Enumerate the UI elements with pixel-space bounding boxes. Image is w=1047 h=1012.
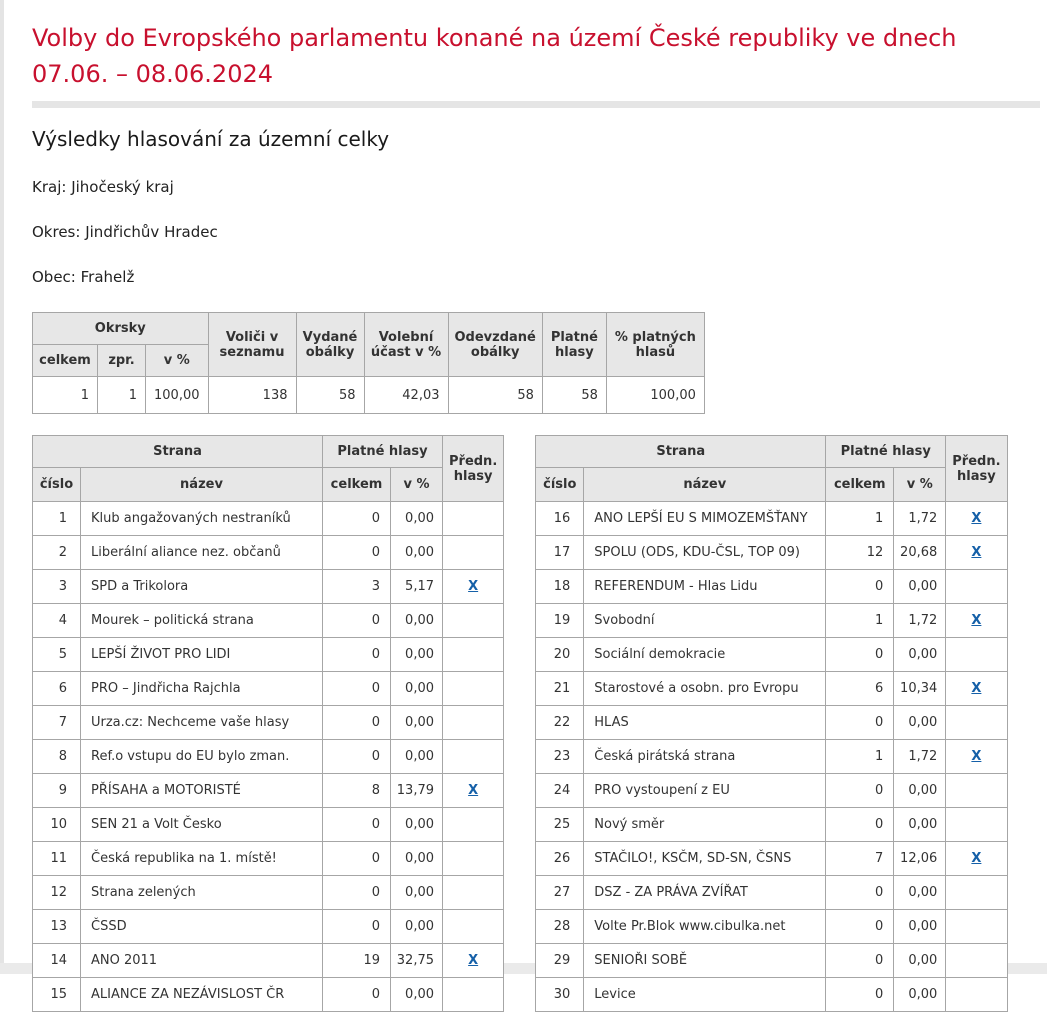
party-number-cell: 8 bbox=[33, 740, 81, 774]
party-row bbox=[33, 604, 504, 638]
party-number-cell: 7 bbox=[33, 706, 81, 740]
summary-header-row-1 bbox=[33, 313, 705, 345]
party-pref-votes-cell bbox=[946, 808, 1007, 842]
party-votes-percent-cell: 0,00 bbox=[391, 876, 443, 910]
party-votes-total-cell: 8 bbox=[323, 774, 391, 808]
party-table-right bbox=[535, 435, 1007, 1012]
party-number-cell: 13 bbox=[33, 910, 81, 944]
title-divider bbox=[32, 101, 1040, 108]
party-row bbox=[33, 570, 504, 604]
party-header-row-2 bbox=[33, 468, 504, 502]
kraj-label: Kraj: bbox=[32, 178, 67, 196]
party-votes-total-cell: 0 bbox=[323, 638, 391, 672]
party-number-cell: 25 bbox=[536, 808, 584, 842]
party-number-cell: 3 bbox=[33, 570, 81, 604]
region-line-kraj bbox=[32, 178, 1040, 196]
party-votes-total-cell: 0 bbox=[323, 740, 391, 774]
party-number-cell: 30 bbox=[536, 978, 584, 1012]
preferential-votes-link[interactable]: X bbox=[468, 579, 479, 594]
party-votes-total-cell: 6 bbox=[826, 672, 894, 706]
party-name-cell: SPOLU (ODS, KDU-ČSL, TOP 09) bbox=[584, 536, 826, 570]
party-number-cell: 16 bbox=[536, 502, 584, 536]
party-votes-total-cell: 1 bbox=[826, 740, 894, 774]
okrsky-celkem-header: celkem bbox=[33, 345, 98, 377]
party-number-cell: 11 bbox=[33, 842, 81, 876]
party-votes-total-cell: 0 bbox=[323, 502, 391, 536]
party-votes-percent-cell: 1,72 bbox=[894, 740, 946, 774]
party-pref-votes-cell bbox=[443, 502, 504, 536]
party-name-cell: Česká republika na 1. místě! bbox=[81, 842, 323, 876]
party-pref-votes-cell bbox=[443, 808, 504, 842]
preferential-votes-link[interactable]: X bbox=[468, 783, 479, 798]
party-name-cell: STAČILO!, KSČM, SD-SN, ČSNS bbox=[584, 842, 826, 876]
party-row bbox=[536, 638, 1007, 672]
party-row bbox=[536, 536, 1007, 570]
strana-header: Strana bbox=[536, 436, 826, 468]
party-votes-total-cell: 0 bbox=[323, 910, 391, 944]
pct-platnych-header: % platných hlasů bbox=[606, 313, 704, 377]
party-row bbox=[536, 740, 1007, 774]
party-row bbox=[536, 842, 1007, 876]
party-votes-total-cell: 0 bbox=[826, 910, 894, 944]
party-number-cell: 9 bbox=[33, 774, 81, 808]
party-name-cell: Nový směr bbox=[584, 808, 826, 842]
party-votes-percent-cell: 0,00 bbox=[391, 910, 443, 944]
party-votes-total-cell: 1 bbox=[826, 502, 894, 536]
page-title-line1: Volby do Evropského parlamentu konané na území České republiky ve dnech bbox=[32, 24, 957, 52]
party-number-cell: 22 bbox=[536, 706, 584, 740]
preferential-votes-link[interactable]: X bbox=[971, 545, 982, 560]
party-row bbox=[536, 672, 1007, 706]
party-votes-percent-cell: 0,00 bbox=[391, 604, 443, 638]
party-pref-votes-cell bbox=[946, 740, 1007, 774]
party-number-cell: 14 bbox=[33, 944, 81, 978]
party-number-cell: 12 bbox=[33, 876, 81, 910]
preferential-votes-link[interactable]: X bbox=[468, 953, 479, 968]
party-header-row-1 bbox=[536, 436, 1007, 468]
summary-value-cell: 1 bbox=[98, 377, 146, 414]
party-name-cell: REFERENDUM - Hlas Lidu bbox=[584, 570, 826, 604]
party-row bbox=[536, 808, 1007, 842]
party-row bbox=[33, 502, 504, 536]
party-number-cell: 20 bbox=[536, 638, 584, 672]
party-votes-total-cell: 0 bbox=[826, 706, 894, 740]
party-pref-votes-cell bbox=[946, 570, 1007, 604]
kraj-value: Jihočeský kraj bbox=[71, 178, 174, 196]
okres-label: Okres: bbox=[32, 223, 81, 241]
party-votes-percent-cell: 0,00 bbox=[391, 842, 443, 876]
summary-value-cell: 100,00 bbox=[146, 377, 209, 414]
okrsky-zpr-header: zpr. bbox=[98, 345, 146, 377]
party-row bbox=[536, 774, 1007, 808]
party-name-cell: ALIANCE ZA NEZÁVISLOST ČR bbox=[81, 978, 323, 1012]
party-pref-votes-cell bbox=[443, 774, 504, 808]
party-pref-votes-cell bbox=[443, 604, 504, 638]
party-pref-votes-cell bbox=[443, 978, 504, 1012]
party-votes-percent-cell: 0,00 bbox=[894, 706, 946, 740]
summary-value-cell: 138 bbox=[208, 377, 296, 414]
page-left-edge bbox=[0, 0, 4, 974]
party-name-cell: Starostové a osobn. pro Evropu bbox=[584, 672, 826, 706]
party-pref-votes-cell bbox=[443, 672, 504, 706]
party-pref-votes-cell bbox=[946, 706, 1007, 740]
party-votes-total-cell: 0 bbox=[323, 808, 391, 842]
party-votes-percent-cell: 20,68 bbox=[894, 536, 946, 570]
party-votes-percent-cell: 0,00 bbox=[391, 672, 443, 706]
party-number-cell: 4 bbox=[33, 604, 81, 638]
party-number-cell: 18 bbox=[536, 570, 584, 604]
region-line-okres bbox=[32, 223, 1040, 241]
strana-header: Strana bbox=[33, 436, 323, 468]
party-pref-votes-cell bbox=[946, 672, 1007, 706]
party-name-cell: SEN 21 a Volt Česko bbox=[81, 808, 323, 842]
party-votes-total-cell: 19 bbox=[323, 944, 391, 978]
party-votes-total-cell: 0 bbox=[323, 876, 391, 910]
party-row bbox=[33, 638, 504, 672]
party-pref-votes-cell bbox=[946, 604, 1007, 638]
party-number-cell: 10 bbox=[33, 808, 81, 842]
party-votes-percent-cell: 0,00 bbox=[391, 536, 443, 570]
party-pref-votes-cell bbox=[946, 842, 1007, 876]
party-name-cell: Liberální aliance nez. občanů bbox=[81, 536, 323, 570]
party-votes-percent-cell: 0,00 bbox=[391, 978, 443, 1012]
party-votes-percent-cell: 13,79 bbox=[391, 774, 443, 808]
region-line-obec bbox=[32, 268, 1040, 286]
okrsky-header: Okrsky bbox=[33, 313, 209, 345]
party-row bbox=[536, 978, 1007, 1012]
party-number-cell: 19 bbox=[536, 604, 584, 638]
turnout-summary-table bbox=[32, 312, 705, 414]
party-pref-votes-cell bbox=[946, 876, 1007, 910]
party-votes-total-cell: 1 bbox=[826, 604, 894, 638]
party-name-cell: ČSSD bbox=[81, 910, 323, 944]
v-pct-header: v % bbox=[391, 468, 443, 502]
platne-hlasy-group-header: Platné hlasy bbox=[323, 436, 443, 468]
party-row bbox=[33, 944, 504, 978]
party-number-cell: 5 bbox=[33, 638, 81, 672]
party-name-cell: Sociální demokracie bbox=[584, 638, 826, 672]
party-name-cell: LEPŠÍ ŽIVOT PRO LIDI bbox=[81, 638, 323, 672]
predn-hlasy-header: Předn. hlasy bbox=[946, 436, 1007, 502]
party-name-cell: Česká pirátská strana bbox=[584, 740, 826, 774]
party-row bbox=[33, 706, 504, 740]
party-votes-total-cell: 0 bbox=[323, 842, 391, 876]
party-votes-total-cell: 3 bbox=[323, 570, 391, 604]
celkem-header: celkem bbox=[323, 468, 391, 502]
party-name-cell: PRO vystoupení z EU bbox=[584, 774, 826, 808]
party-row bbox=[536, 706, 1007, 740]
party-row bbox=[536, 502, 1007, 536]
party-name-cell: Klub angažovaných nestraníků bbox=[81, 502, 323, 536]
party-number-cell: 27 bbox=[536, 876, 584, 910]
party-pref-votes-cell bbox=[443, 570, 504, 604]
party-number-cell: 6 bbox=[33, 672, 81, 706]
party-votes-total-cell: 0 bbox=[826, 570, 894, 604]
platne-hlasy-header: Platné hlasy bbox=[542, 313, 606, 377]
party-number-cell: 15 bbox=[33, 978, 81, 1012]
party-votes-total-cell: 0 bbox=[826, 638, 894, 672]
preferential-votes-link[interactable]: X bbox=[971, 851, 982, 866]
party-name-cell: Strana zelených bbox=[81, 876, 323, 910]
preferential-votes-link[interactable]: X bbox=[971, 681, 982, 696]
party-votes-percent-cell: 1,72 bbox=[894, 502, 946, 536]
party-row bbox=[536, 604, 1007, 638]
party-pref-votes-cell bbox=[946, 502, 1007, 536]
party-votes-total-cell: 7 bbox=[826, 842, 894, 876]
summary-value-cell: 58 bbox=[448, 377, 542, 414]
party-votes-percent-cell: 0,00 bbox=[391, 638, 443, 672]
party-number-cell: 1 bbox=[33, 502, 81, 536]
celkem-header: celkem bbox=[826, 468, 894, 502]
platne-hlasy-group-header: Platné hlasy bbox=[826, 436, 946, 468]
okres-value: Jindřichův Hradec bbox=[85, 223, 218, 241]
party-row bbox=[536, 876, 1007, 910]
v-pct-header: v % bbox=[894, 468, 946, 502]
party-votes-percent-cell: 10,34 bbox=[894, 672, 946, 706]
obec-value: Frahelž bbox=[80, 268, 135, 286]
party-votes-total-cell: 0 bbox=[826, 774, 894, 808]
ucast-header: Volební účast v % bbox=[364, 313, 448, 377]
summary-value-cell: 42,03 bbox=[364, 377, 448, 414]
party-votes-percent-cell: 5,17 bbox=[391, 570, 443, 604]
party-votes-total-cell: 0 bbox=[826, 944, 894, 978]
page-title-line2: 07.06. – 08.06.2024 bbox=[32, 60, 274, 88]
party-pref-votes-cell bbox=[443, 706, 504, 740]
party-votes-percent-cell: 0,00 bbox=[391, 502, 443, 536]
party-name-cell: Svobodní bbox=[584, 604, 826, 638]
nazev-header: název bbox=[584, 468, 826, 502]
party-votes-total-cell: 0 bbox=[826, 978, 894, 1012]
party-pref-votes-cell bbox=[946, 638, 1007, 672]
party-votes-total-cell: 0 bbox=[826, 876, 894, 910]
party-votes-percent-cell: 0,00 bbox=[894, 876, 946, 910]
party-name-cell: Volte Pr.Blok www.cibulka.net bbox=[584, 910, 826, 944]
summary-value-cell: 100,00 bbox=[606, 377, 704, 414]
party-votes-percent-cell: 0,00 bbox=[894, 808, 946, 842]
content bbox=[32, 0, 1040, 1012]
party-name-cell: SPD a Trikolora bbox=[81, 570, 323, 604]
party-number-cell: 29 bbox=[536, 944, 584, 978]
party-votes-percent-cell: 0,00 bbox=[894, 774, 946, 808]
party-row bbox=[33, 740, 504, 774]
party-number-cell: 21 bbox=[536, 672, 584, 706]
party-number-cell: 26 bbox=[536, 842, 584, 876]
party-votes-percent-cell: 0,00 bbox=[894, 910, 946, 944]
odevzdane-obalky-header: Odevzdané obálky bbox=[448, 313, 542, 377]
party-name-cell: Levice bbox=[584, 978, 826, 1012]
section-heading: Výsledky hlasování za územní celky bbox=[32, 127, 390, 151]
party-name-cell: Urza.cz: Nechceme vaše hlasy bbox=[81, 706, 323, 740]
party-votes-percent-cell: 32,75 bbox=[391, 944, 443, 978]
summary-value-cell: 58 bbox=[296, 377, 364, 414]
summary-value-cell: 58 bbox=[542, 377, 606, 414]
party-row bbox=[33, 978, 504, 1012]
party-row bbox=[33, 808, 504, 842]
party-pref-votes-cell bbox=[946, 978, 1007, 1012]
party-name-cell: ANO 2011 bbox=[81, 944, 323, 978]
party-pref-votes-cell bbox=[946, 774, 1007, 808]
party-name-cell: Ref.o vstupu do EU bylo zman. bbox=[81, 740, 323, 774]
party-row bbox=[33, 910, 504, 944]
vydane-obalky-header: Vydané obálky bbox=[296, 313, 364, 377]
party-pref-votes-cell bbox=[443, 876, 504, 910]
party-votes-total-cell: 0 bbox=[323, 978, 391, 1012]
party-row bbox=[33, 536, 504, 570]
party-name-cell: ANO LEPŠÍ EU S MIMOZEMŠŤANY bbox=[584, 502, 826, 536]
summary-value-cell: 1 bbox=[33, 377, 98, 414]
party-name-cell: PŘÍSAHA a MOTORISTÉ bbox=[81, 774, 323, 808]
party-pref-votes-cell bbox=[946, 910, 1007, 944]
party-pref-votes-cell bbox=[443, 842, 504, 876]
party-pref-votes-cell bbox=[443, 740, 504, 774]
party-number-cell: 28 bbox=[536, 910, 584, 944]
party-number-cell: 2 bbox=[33, 536, 81, 570]
party-votes-percent-cell: 0,00 bbox=[391, 740, 443, 774]
party-name-cell: Mourek – politická strana bbox=[81, 604, 323, 638]
party-results-tables bbox=[32, 435, 1040, 1012]
party-row bbox=[536, 910, 1007, 944]
obec-label: Obec: bbox=[32, 268, 76, 286]
party-row bbox=[33, 672, 504, 706]
party-votes-total-cell: 0 bbox=[323, 536, 391, 570]
party-number-cell: 23 bbox=[536, 740, 584, 774]
page-title bbox=[32, 20, 1040, 92]
party-pref-votes-cell bbox=[946, 944, 1007, 978]
party-name-cell: SENIOŘI SOBĚ bbox=[584, 944, 826, 978]
party-votes-total-cell: 0 bbox=[826, 808, 894, 842]
party-votes-total-cell: 0 bbox=[323, 604, 391, 638]
volici-header: Voliči v seznamu bbox=[208, 313, 296, 377]
party-header-row-1 bbox=[33, 436, 504, 468]
party-table-left bbox=[32, 435, 504, 1012]
party-header-row-2 bbox=[536, 468, 1007, 502]
party-pref-votes-cell bbox=[443, 638, 504, 672]
party-votes-percent-cell: 0,00 bbox=[391, 706, 443, 740]
party-votes-total-cell: 12 bbox=[826, 536, 894, 570]
okrsky-pct-header: v % bbox=[146, 345, 209, 377]
party-row bbox=[33, 842, 504, 876]
party-pref-votes-cell bbox=[443, 944, 504, 978]
preferential-votes-link[interactable]: X bbox=[971, 511, 982, 526]
nazev-header: název bbox=[81, 468, 323, 502]
preferential-votes-link[interactable]: X bbox=[971, 749, 982, 764]
party-votes-percent-cell: 0,00 bbox=[894, 978, 946, 1012]
party-row bbox=[33, 876, 504, 910]
party-name-cell: DSZ - ZA PRÁVA ZVÍŘAT bbox=[584, 876, 826, 910]
party-row bbox=[33, 774, 504, 808]
party-votes-percent-cell: 0,00 bbox=[894, 570, 946, 604]
preferential-votes-link[interactable]: X bbox=[971, 613, 982, 628]
cislo-header: číslo bbox=[536, 468, 584, 502]
party-pref-votes-cell bbox=[443, 910, 504, 944]
party-votes-percent-cell: 0,00 bbox=[894, 944, 946, 978]
summary-data-row bbox=[33, 377, 705, 414]
party-votes-percent-cell: 0,00 bbox=[391, 808, 443, 842]
party-row bbox=[536, 570, 1007, 604]
party-votes-percent-cell: 0,00 bbox=[894, 638, 946, 672]
predn-hlasy-header: Předn. hlasy bbox=[443, 436, 504, 502]
party-pref-votes-cell bbox=[946, 536, 1007, 570]
party-name-cell: HLAS bbox=[584, 706, 826, 740]
party-row bbox=[536, 944, 1007, 978]
party-votes-percent-cell: 1,72 bbox=[894, 604, 946, 638]
party-votes-percent-cell: 12,06 bbox=[894, 842, 946, 876]
party-votes-total-cell: 0 bbox=[323, 706, 391, 740]
party-votes-total-cell: 0 bbox=[323, 672, 391, 706]
party-name-cell: PRO – Jindřicha Rajchla bbox=[81, 672, 323, 706]
party-number-cell: 24 bbox=[536, 774, 584, 808]
party-number-cell: 17 bbox=[536, 536, 584, 570]
cislo-header: číslo bbox=[33, 468, 81, 502]
party-pref-votes-cell bbox=[443, 536, 504, 570]
